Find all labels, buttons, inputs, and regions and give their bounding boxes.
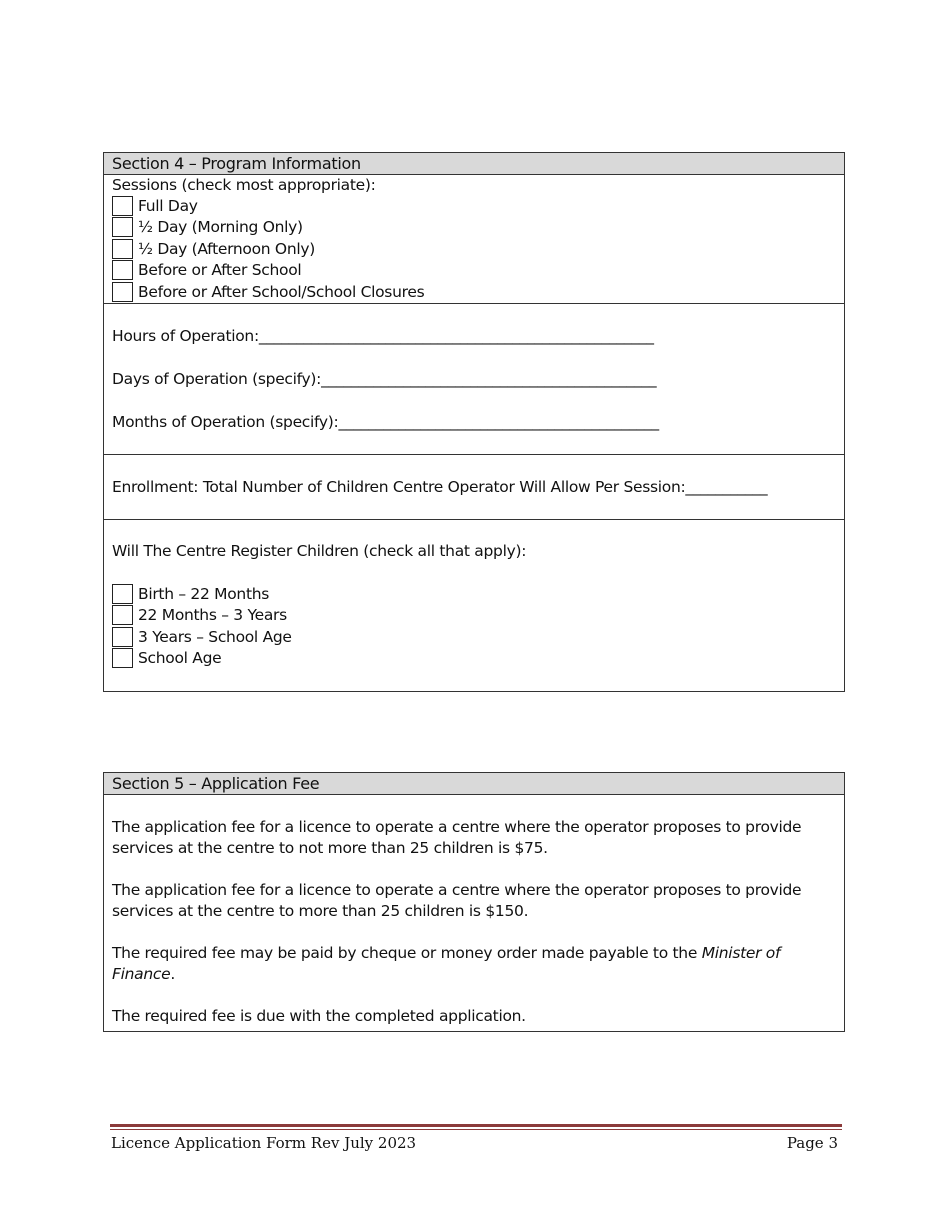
section-4-header: Section 4 – Program Information — [104, 153, 844, 175]
fee-paragraph-due: The required fee is due with the completed application. — [112, 1007, 526, 1025]
fee-paragraph-large-centre: The application fee for a licence to operate a centre where the operator proposes to provide services at the centre to more than 25 children is $150. — [112, 881, 802, 920]
session-option-label: Before or After School/School Closures — [138, 282, 425, 301]
application-fee-body — [104, 795, 844, 1027]
hours-of-operation-field[interactable]: Hours of Operation:_____________________________________________________ — [112, 327, 654, 345]
fee-paragraph-small-centre: The application fee for a licence to operate a centre where the operator proposes to provide services at the centre to not more than 25 children is $75. — [112, 818, 802, 857]
age-option-label: 3 Years – School Age — [138, 627, 292, 646]
session-option-afternoon[interactable] — [112, 238, 844, 260]
payment-text: The required fee may be paid by cheque or money order made payable to the — [112, 944, 702, 962]
footer-form-title: Licence Application Form Rev July 2023 — [111, 1134, 417, 1152]
checkbox[interactable] — [112, 196, 133, 216]
checkbox[interactable] — [112, 627, 133, 647]
checkbox[interactable] — [112, 605, 133, 625]
fee-paragraph-payment — [112, 943, 804, 985]
age-option-3-years-school-age[interactable] — [112, 626, 844, 648]
session-option-label: Full Day — [138, 196, 198, 215]
session-option-before-after[interactable] — [112, 260, 844, 282]
operation-group — [104, 304, 844, 455]
checkbox[interactable] — [112, 584, 133, 604]
checkbox[interactable] — [112, 239, 133, 259]
section-5-header: Section 5 – Application Fee — [104, 773, 844, 795]
age-option-school-age[interactable] — [112, 648, 844, 670]
session-option-morning[interactable] — [112, 217, 844, 239]
session-option-closures[interactable] — [112, 281, 844, 303]
register-children-label: Will The Centre Register Children (check all that apply): — [112, 542, 527, 560]
session-option-full-day[interactable] — [112, 195, 844, 217]
footer-page-number: Page 3 — [786, 1134, 838, 1152]
enrollment-group — [104, 455, 844, 520]
footer-rule — [110, 1124, 842, 1127]
checkbox[interactable] — [112, 648, 133, 668]
checkbox[interactable] — [112, 260, 133, 280]
session-option-label: ½ Day (Morning Only) — [138, 218, 303, 237]
age-option-label: Birth – 22 Months — [138, 584, 270, 603]
checkbox[interactable] — [112, 282, 133, 302]
checkbox[interactable] — [112, 217, 133, 237]
age-option-22-months-3-years[interactable] — [112, 605, 844, 627]
section-5-application-fee — [103, 772, 845, 1032]
months-of-operation-field[interactable]: Months of Operation (specify):___________________________________________ — [112, 413, 659, 431]
sessions-group — [104, 175, 844, 304]
footer-rule-thin — [110, 1129, 842, 1130]
session-option-label: Before or After School — [138, 261, 302, 280]
age-option-label: 22 Months – 3 Years — [138, 606, 287, 625]
age-option-label: School Age — [138, 649, 222, 668]
session-option-label: ½ Day (Afternoon Only) — [138, 239, 315, 258]
enrollment-field[interactable]: Enrollment: Total Number of Children Centre Operator Will Allow Per Session:___________ — [112, 478, 768, 496]
payment-text-end: . — [170, 965, 175, 983]
age-option-birth-22-months[interactable] — [112, 583, 844, 605]
days-of-operation-field[interactable]: Days of Operation (specify):_____________________________________________ — [112, 370, 657, 388]
register-children-group — [104, 520, 844, 669]
section-4-program-information — [103, 152, 845, 692]
sessions-label: Sessions (check most appropriate): — [112, 176, 376, 194]
payee-name: Minister of Finance — [112, 944, 781, 983]
